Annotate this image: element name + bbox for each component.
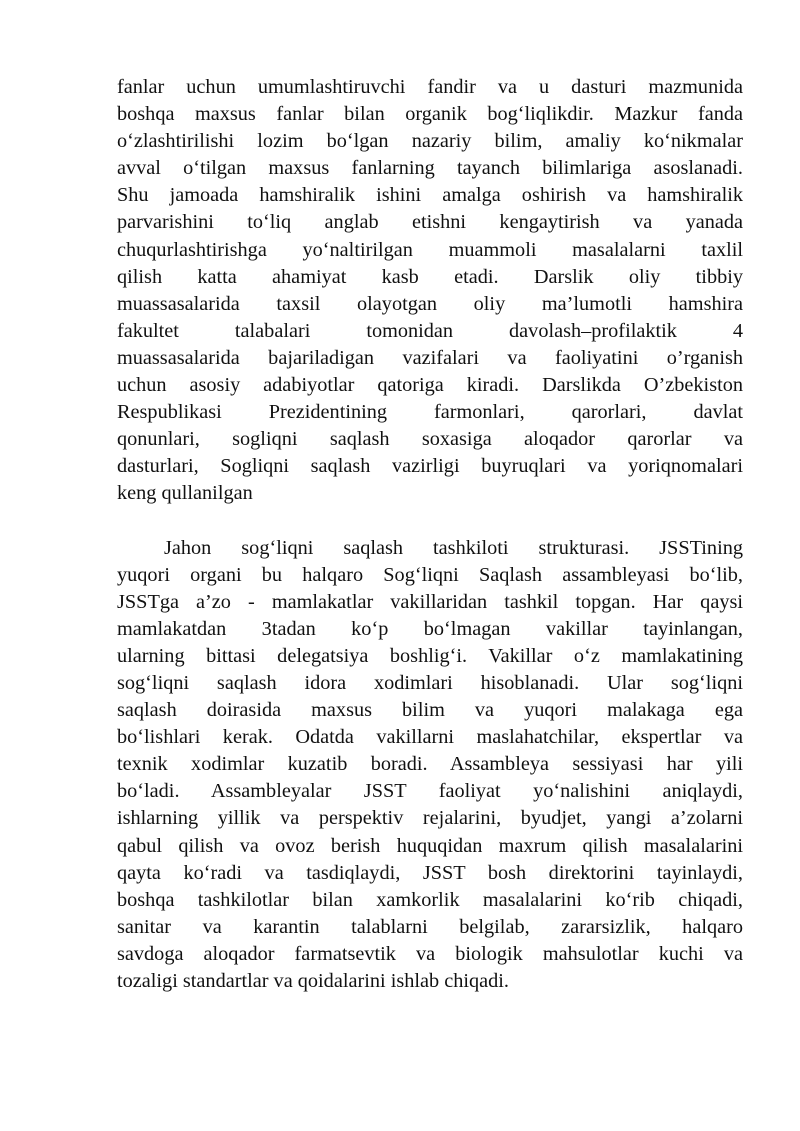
text-line: qayta ko‘radi va tasdiqlaydi, JSST bosh direktorini tayinlaydi,: [117, 861, 743, 884]
text-line: muassasalarida bajariladigan vazifalari va faoliyatini o’rganish: [117, 346, 743, 369]
text-line: bo‘lishlari kerak. Odatda vakillarni maslahatchilar, ekspertlar va: [117, 726, 743, 749]
paragraph-spacer: [117, 508, 743, 535]
text-line: tozaligi standartlar va qoidalarini ishlab chiqadi.: [117, 970, 509, 992]
text-line: Jahon sog‘liqni saqlash tashkiloti strukturasi. JSSTining: [164, 536, 743, 559]
document-page: [117, 74, 743, 995]
text-line: sanitar va karantin talablarni belgilab, zararsizlik, halqaro: [117, 915, 743, 938]
text-line: chuqurlashtirishga yo‘naltirilgan muammoli masalalarni taxlil: [117, 238, 743, 261]
text-line: mamlakatdan 3tadan ko‘p bo‘lmagan vakillar tayinlangan,: [117, 617, 743, 640]
text-line: bo‘ladi. Assambleyalar JSST faoliyat yo‘nalishini aniqlaydi,: [117, 780, 743, 803]
text-line: saqlash doirasida maxsus bilim va yuqori malakaga ega: [117, 699, 743, 722]
text-line: fanlar uchun umumlashtiruvchi fandir va u dasturi mazmunida: [117, 76, 743, 98]
paragraph-2: [117, 535, 743, 996]
text-line: texnik xodimlar kuzatib boradi. Assambleya sessiyasi har yili: [117, 753, 743, 776]
text-line: muassasalarida taxsil olayotgan oliy ma’lumotli hamshira: [117, 292, 743, 315]
text-line: dasturlari, Sogliqni saqlash vazirligi buyruqlari va yoriqnomalari: [117, 455, 743, 478]
text-line: Shu jamoada hamshiralik ishini amalga oshirish va hamshiralik: [117, 184, 743, 207]
text-line: yuqori organi bu halqaro Sog‘liqni Saqlash assambleyasi bo‘lib,: [117, 563, 743, 586]
text-line: sog‘liqni saqlash idora xodimlari hisoblanadi. Ular sog‘liqni: [117, 671, 743, 694]
text-line: avval o‘tilgan maxsus fanlarning tayanch bilimlariga asoslanadi.: [117, 157, 743, 180]
text-line: parvarishini to‘liq anglab etishni kengaytirish va yanada: [117, 211, 743, 234]
text-line: ularning bittasi delegatsiya boshlig‘i. Vakillar o‘z mamlakatining: [117, 644, 743, 667]
text-line: JSSTga a’zo - mamlakatlar vakillaridan tashkil topgan. Har qaysi: [117, 590, 743, 613]
text-line: Respublikasi Prezidentining farmonlari, qarorlari, davlat: [117, 401, 743, 424]
text-line: savdoga aloqador farmatsevtik va biologik mahsulotlar kuchi va: [117, 942, 743, 965]
text-line: boshqa maxsus fanlar bilan organik bog‘liqlikdir. Mazkur fanda: [117, 103, 743, 126]
text-line: qonunlari, sogliqni saqlash soxasiga aloqador qarorlar va: [117, 428, 743, 451]
text-line: qabul qilish va ovoz berish huquqidan maxrum qilish masalalarini: [117, 834, 743, 857]
paragraph-1: [117, 74, 743, 508]
text-line: boshqa tashkilotlar bilan xamkorlik masalalarini ko‘rib chiqadi,: [117, 888, 743, 911]
text-line: keng qullanilgan: [117, 482, 253, 505]
text-line: uchun asosiy adabiyotlar qatoriga kiradi. Darslikda O’zbekiston: [117, 374, 743, 397]
text-line: qilish katta ahamiyat kasb etadi. Darslik oliy tibbiy: [117, 265, 743, 288]
text-line: o‘zlashtirilishi lozim bo‘lgan nazariy bilim, amaliy ko‘nikmalar: [117, 130, 743, 153]
text-line: ishlarning yillik va perspektiv rejalarini, byudjet, yangi a’zolarni: [117, 807, 743, 830]
text-line: fakultet talabalari tomonidan davolash–profilaktik 4: [117, 319, 743, 342]
